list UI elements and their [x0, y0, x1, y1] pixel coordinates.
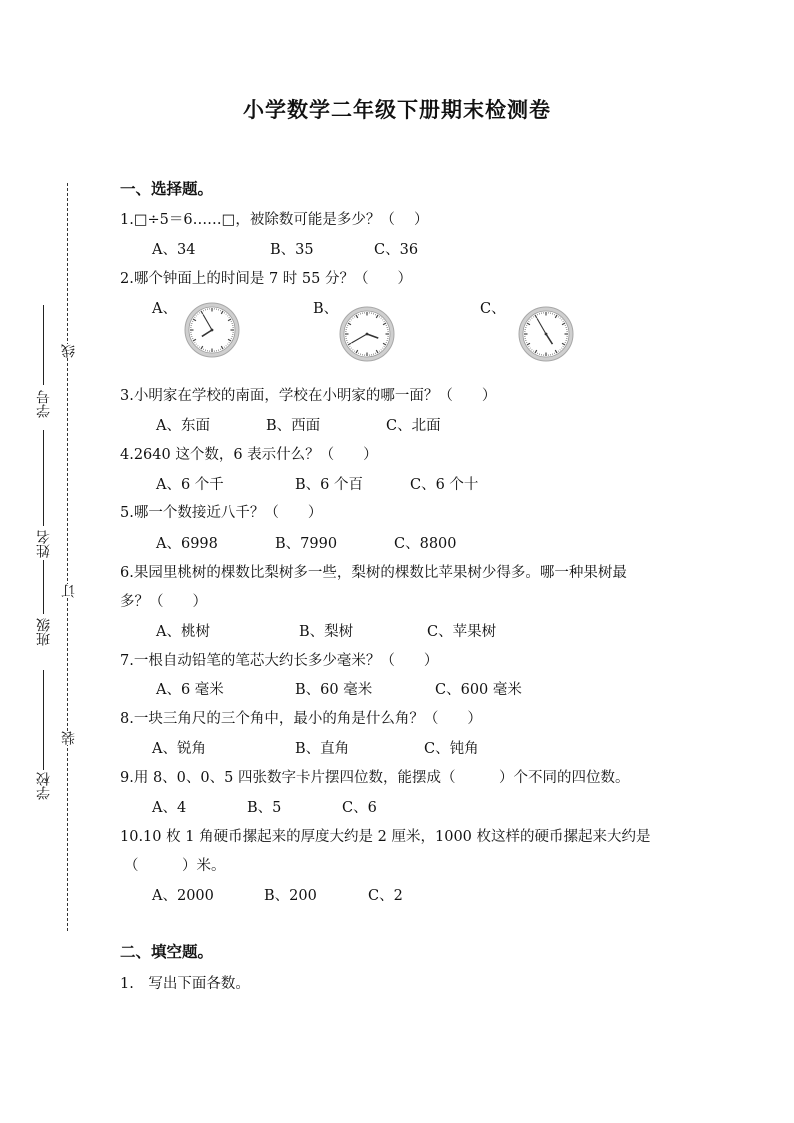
q1-option-c: C、36 [374, 242, 419, 258]
q2-option-c: C、 [480, 301, 506, 317]
question-1: 1.□÷5＝6……□，被除数可能是多少？（ ） [120, 212, 429, 228]
question-8: 8.一块三角尺的三个角中，最小的角是什么角？（ ） [120, 711, 482, 727]
underline-class [43, 560, 44, 614]
binding-dashed-line [67, 183, 68, 931]
clock-a [184, 302, 240, 358]
question-6-continued: 多？（ ） [120, 594, 207, 610]
q7-option-c: C、600 毫米 [435, 682, 522, 698]
clock-b [339, 306, 395, 362]
margin-mark-ding: 订 [61, 584, 77, 598]
question-10: 10.10 枚 1 角硬币摞起来的厚度大约是 2 厘米，1000 枚这样的硬币摞起来大约是 [120, 829, 651, 845]
q5-option-c: C、8800 [394, 536, 457, 552]
q1-option-a: A、34 [152, 242, 196, 258]
q10-option-c: C、2 [368, 888, 403, 904]
q8-option-a: A、锐角 [152, 741, 206, 757]
q7-option-b: B、60 毫米 [295, 682, 373, 698]
q3-option-c: C、北面 [386, 418, 441, 434]
question-4: 4.2640 这个数，6 表示什么？（ ） [120, 447, 378, 463]
underline-school [43, 670, 44, 770]
q6-option-c: C、苹果树 [427, 624, 497, 640]
label-class: 班级 [36, 618, 52, 646]
label-name: 姓名 [36, 530, 52, 558]
underline-student-id [43, 305, 44, 385]
question-6: 6.果园里桃树的棵数比梨树多一些，梨树的棵数比苹果树少得多。哪一种果树最 [120, 565, 627, 581]
clock-center [211, 329, 214, 332]
margin-mark-xian: 线 [61, 344, 77, 358]
question-2: 2.哪个钟面上的时间是 7 时 55 分？（ ） [120, 271, 412, 287]
q10-option-b: B、200 [264, 888, 317, 904]
q6-option-a: A、桃树 [156, 624, 210, 640]
question-7: 7.一根自动铅笔的笔芯大约长多少毫米？（ ） [120, 653, 439, 669]
clock-center [545, 333, 548, 336]
question-9: 9.用 8、0、0、5 四张数字卡片摆四位数，能摆成（ ）个不同的四位数。 [120, 770, 630, 786]
q7-option-a: A、6 毫米 [156, 682, 224, 698]
clock-c [518, 306, 574, 362]
q9-option-c: C、6 [342, 800, 377, 816]
q10-option-a: A、2000 [152, 888, 214, 904]
section-heading-choice: 一、选择题。 [120, 179, 214, 198]
q9-option-a: A、4 [152, 800, 187, 816]
page-title: 小学数学二年级下册期末检测卷 [243, 97, 551, 122]
q3-option-a: A、东面 [156, 418, 210, 434]
q4-option-a: A、6 个千 [156, 477, 224, 493]
q5-option-a: A、6998 [156, 536, 218, 552]
q6-option-b: B、梨树 [299, 624, 354, 640]
q4-option-b: B、6 个百 [295, 477, 363, 493]
question-10-continued: （ ）米。 [124, 858, 226, 874]
label-student-id: 学号 [36, 390, 52, 418]
question-5: 5.哪一个数接近八千？（ ） [120, 505, 323, 521]
clock-center [366, 333, 369, 336]
q1-option-b: B、35 [270, 242, 314, 258]
margin-mark-zhuang: 装 [61, 731, 77, 745]
q2-option-a: A、 [152, 301, 177, 317]
fill-question-1: 1. 写出下面各数。 [120, 976, 250, 992]
section-heading-fill: 二、填空题。 [120, 942, 214, 961]
q2-option-b: B、 [313, 301, 339, 317]
label-school: 学校 [36, 772, 52, 800]
q8-option-b: B、直角 [295, 741, 350, 757]
q8-option-c: C、钝角 [424, 741, 479, 757]
underline-name [43, 430, 44, 526]
q9-option-b: B、5 [247, 800, 282, 816]
q5-option-b: B、7990 [275, 536, 338, 552]
q4-option-c: C、6 个十 [410, 477, 479, 493]
question-3: 3.小明家在学校的南面，学校在小明家的哪一面？（ ） [120, 388, 497, 404]
q3-option-b: B、西面 [266, 418, 321, 434]
